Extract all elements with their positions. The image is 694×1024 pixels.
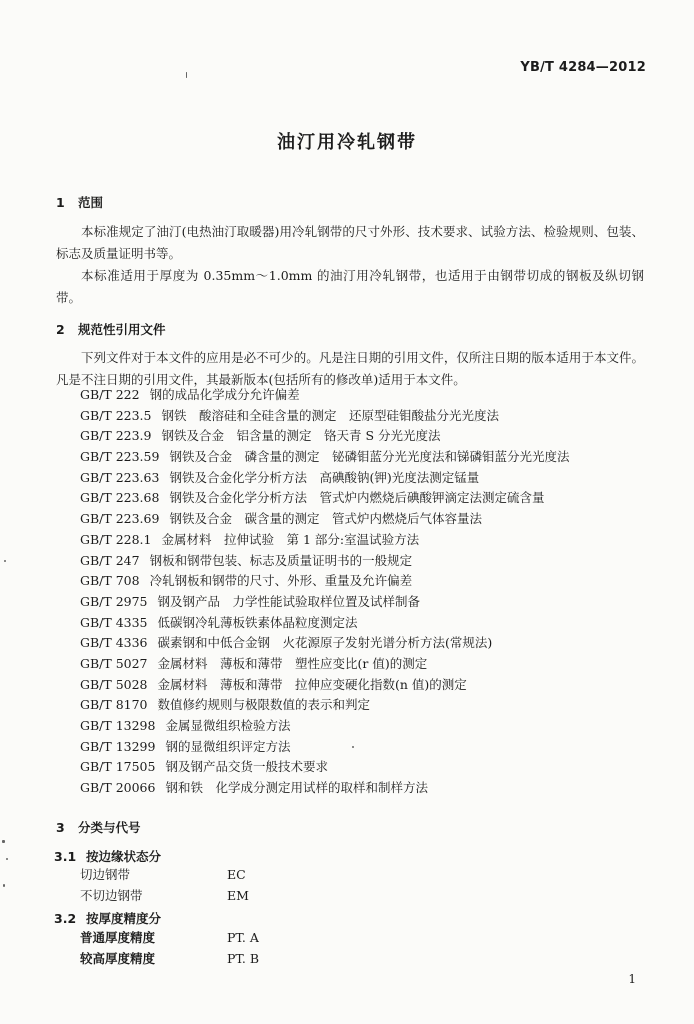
reference-code: GB/T 223.5 xyxy=(80,407,152,423)
subsection-title: 按厚度精度分 xyxy=(86,911,162,926)
reference-title: 钢的显微组织评定方法 xyxy=(165,738,291,754)
scan-speck xyxy=(352,746,354,748)
section-number: 3 xyxy=(56,820,65,835)
reference-item xyxy=(80,778,569,799)
section-title: 规范性引用文件 xyxy=(78,322,166,337)
subsection-number: 3.2 xyxy=(54,911,77,926)
section-title: 分类与代号 xyxy=(78,820,141,835)
reference-item xyxy=(80,571,569,592)
reference-item xyxy=(80,654,569,675)
reference-code: GB/T 223.69 xyxy=(80,511,160,527)
standard-code: YB/T 4284—2012 xyxy=(520,60,646,75)
reference-item xyxy=(80,426,569,447)
reference-code: GB/T 13298 xyxy=(80,718,156,733)
scan-speck xyxy=(2,840,5,843)
scan-speck xyxy=(6,858,8,860)
reference-title: 钢铁及合金 碳含量的测定 管式炉内燃烧后气体容量法 xyxy=(169,511,482,527)
reference-item xyxy=(80,385,569,406)
reference-title: 金属显微组织检验方法 xyxy=(165,718,291,733)
reference-item xyxy=(80,633,569,654)
section-3-heading xyxy=(56,818,141,836)
reference-code: GB/T 4335 xyxy=(80,614,148,630)
reference-code: GB/T 4336 xyxy=(80,635,148,651)
section-number: 1 xyxy=(56,195,65,210)
reference-item xyxy=(80,613,569,634)
reference-item xyxy=(80,530,569,551)
reference-item xyxy=(80,468,569,489)
reference-item xyxy=(80,716,569,737)
reference-code: GB/T 228.1 xyxy=(80,531,152,547)
reference-code: GB/T 223.59 xyxy=(80,449,160,465)
reference-code: GB/T 222 xyxy=(80,387,140,402)
scope-paragraph-1: 本标准规定了油汀(电热油汀取暖器)用冷轧钢带的尺寸外形、技术要求、试验方法、检验规则、包装、标志及质量证明书等。 xyxy=(56,224,644,261)
code-value: EM xyxy=(227,888,249,903)
reference-item xyxy=(80,509,569,530)
scan-speck xyxy=(186,72,187,78)
section-1-heading xyxy=(56,193,103,211)
code-row xyxy=(80,864,249,885)
page-number: 1 xyxy=(628,972,636,986)
reference-code: GB/T 223.63 xyxy=(80,469,160,485)
reference-title: 低碳钢冷轧薄板铁素体晶粒度测定法 xyxy=(157,614,358,630)
reference-item xyxy=(80,737,569,758)
reference-title: 钢铁及合金 磷含量的测定 铋磷钼蓝分光光度法和锑磷钼蓝分光光度法 xyxy=(169,449,570,465)
reference-code: GB/T 13299 xyxy=(80,738,156,754)
edge-state-codes xyxy=(80,864,249,906)
section-2-heading xyxy=(56,320,166,338)
normative-reference-list xyxy=(80,385,569,799)
reference-code: GB/T 708 xyxy=(80,573,140,589)
refs-intro-paragraph: 下列文件对于本文件的应用是必不可少的。凡是注日期的引用文件，仅所注日期的版本适用于本文件。凡是不注日期的引用文件，其最新版本(包括所有的修改单)适用于本文件。 xyxy=(56,350,644,387)
code-label: 切边钢带 xyxy=(80,867,131,882)
reference-item xyxy=(80,757,569,778)
reference-code: GB/T 8170 xyxy=(80,697,148,713)
reference-code: GB/T 2975 xyxy=(80,593,148,609)
reference-title: 冷轧钢板和钢带的尺寸、外形、重量及允许偏差 xyxy=(149,573,413,589)
reference-code: GB/T 17505 xyxy=(80,759,156,775)
reference-title: 钢铁及合金化学分析方法 管式炉内燃烧后碘酸钾滴定法测定硫含量 xyxy=(169,490,545,506)
code-value: PT. B xyxy=(227,951,260,966)
code-row xyxy=(80,927,259,948)
subsection-number: 3.1 xyxy=(54,849,77,864)
reference-title: 金属材料 拉伸试验 第 1 部分:室温试验方法 xyxy=(161,531,420,547)
reference-code: GB/T 20066 xyxy=(80,780,156,796)
code-label: 普通厚度精度 xyxy=(80,930,156,945)
reference-title: 钢铁及合金化学分析方法 高碘酸钠(钾)光度法测定锰量 xyxy=(169,469,480,485)
reference-item xyxy=(80,406,569,427)
reference-title: 钢的成品化学成分允许偏差 xyxy=(149,387,300,402)
reference-code: GB/T 223.68 xyxy=(80,490,160,506)
reference-title: 钢板和钢带包装、标志及质量证明书的一般规定 xyxy=(149,552,413,568)
reference-title: 金属材料 薄板和薄带 塑性应变比(r 值)的测定 xyxy=(157,655,428,671)
reference-code: GB/T 5028 xyxy=(80,676,148,692)
code-value: PT. A xyxy=(227,930,259,945)
document-title: 油汀用冷轧钢带 xyxy=(277,132,417,153)
subsection-3-2-heading xyxy=(54,909,161,927)
reference-code: GB/T 223.9 xyxy=(80,428,152,444)
section-number: 2 xyxy=(56,322,65,337)
reference-item xyxy=(80,695,569,716)
reference-item xyxy=(80,488,569,509)
section-title: 范围 xyxy=(78,195,104,210)
reference-title: 钢和铁 化学成分测定用试样的取样和制样方法 xyxy=(165,780,428,796)
scan-speck xyxy=(3,884,5,887)
reference-code: GB/T 247 xyxy=(80,552,140,568)
reference-item xyxy=(80,551,569,572)
subsection-title: 按边缘状态分 xyxy=(86,849,162,864)
reference-title: 钢及钢产品 力学性能试验取样位置及试样制备 xyxy=(157,593,421,609)
reference-code: GB/T 5027 xyxy=(80,655,148,671)
thickness-precision-codes xyxy=(80,927,259,969)
reference-title: 钢铁及合金 铝含量的测定 铬天青 S 分光光度法 xyxy=(161,428,441,444)
scope-paragraph-2: 本标准适用于厚度为 0.35mm～1.0mm 的油汀用冷轧钢带，也适用于由钢带切成的钢板及纵切钢带。 xyxy=(56,268,644,305)
code-row xyxy=(80,948,259,969)
code-label: 较高厚度精度 xyxy=(80,951,156,966)
reference-item xyxy=(80,675,569,696)
scan-speck xyxy=(4,560,6,562)
reference-item xyxy=(80,447,569,468)
subsection-3-1-heading xyxy=(54,847,161,865)
code-value: EC xyxy=(227,867,246,882)
reference-item xyxy=(80,592,569,613)
code-label: 不切边钢带 xyxy=(80,888,143,903)
reference-title: 碳素钢和中低合金钢 火花源原子发射光谱分析方法(常规法) xyxy=(157,635,493,651)
reference-title: 金属材料 薄板和薄带 拉伸应变硬化指数(n 值)的测定 xyxy=(157,676,467,692)
reference-title: 钢及钢产品交货一般技术要求 xyxy=(165,759,328,775)
reference-title: 数值修约规则与极限数值的表示和判定 xyxy=(157,697,371,713)
reference-title: 钢铁 酸溶硅和全硅含量的测定 还原型硅钼酸盐分光光度法 xyxy=(161,407,499,423)
code-row xyxy=(80,885,249,906)
